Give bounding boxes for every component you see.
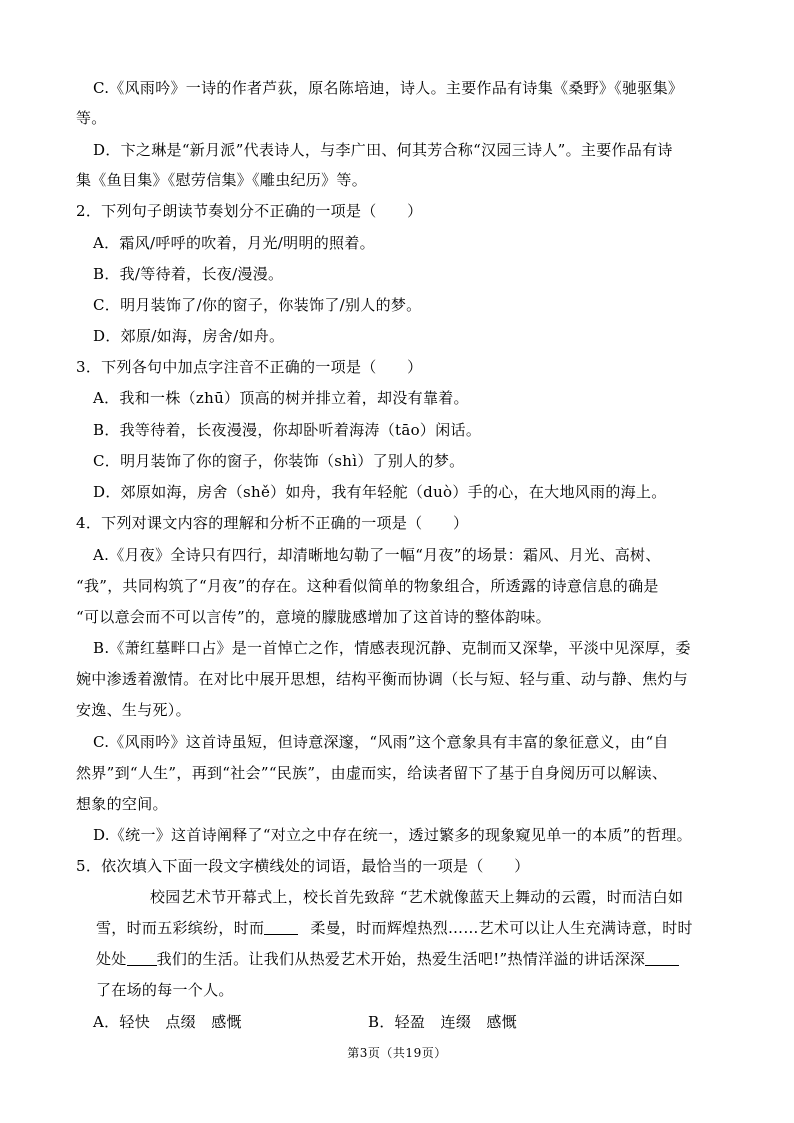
q5-option-b: B．轻盈 连缀 感慨	[368, 1013, 518, 1031]
q5-blank-1	[264, 918, 298, 935]
q5-blank-2	[127, 949, 157, 966]
q2-option-d: D．郊原/如海，房舍/如舟。	[93, 327, 285, 345]
q1-option-d-line2: 集《鱼目集》《慰劳信集》《雕虫纪历》等。	[76, 171, 368, 189]
q1-option-c-line2: 等。	[76, 109, 107, 127]
q1-option-c-line1: C.《风雨吟》一诗的作者芦荻，原名陈培迪，诗人。主要作品有诗集《桑野》《驰驱集》	[93, 79, 684, 97]
q4-option-b-line3: 安逸、生与死）。	[76, 701, 191, 719]
q5-option-a: A．轻快 点缀 感慨	[93, 1013, 242, 1031]
q3-option-b: B．我等待着，长夜漫漫，你却卧听着海涛（tāo）闲话。	[93, 421, 482, 439]
q5-passage-line3	[96, 949, 679, 969]
q5-passage-line2-b: 柔曼，时而辉煌热烈……艺术可以让人生充满诗意，时时	[310, 919, 693, 937]
q5-blank-3	[645, 949, 679, 966]
q5-passage-line3-a: 处处	[96, 950, 127, 968]
q5-stem: 5．依次填入下面一段文字横线处的词语，最恰当的一项是（ ）	[76, 857, 530, 875]
q4-option-a-line3: “可以意会而不可以言传”的，意境的朦胧感增加了这首诗的整体韵味。	[76, 608, 551, 626]
page-footer: 第3页（共19页）	[347, 1046, 447, 1060]
q1-option-d-line1: D．卞之琳是“新月派”代表诗人，与李广田、何其芳合称“汉园三诗人”。主要作品有诗	[93, 141, 673, 159]
q3-option-a: A．我和一株（zhū）顶高的树并排立着，却没有靠着。	[93, 389, 469, 407]
q5-passage-line2	[96, 918, 693, 938]
q4-option-b-line2: 婉中渗透着激情。在对比中展开思想，结构平衡而协调（长与短、轻与重、动与静、焦灼与	[76, 670, 689, 688]
q3-stem: 3．下列各句中加点字注音不正确的一项是（ ）	[76, 358, 423, 376]
q4-option-c-line1: C.《风雨吟》这首诗虽短，但诗意深邃，“风雨”这个意象具有丰富的象征意义，由“自	[93, 733, 669, 751]
q5-passage-line1: 校园艺术节开幕式上，校长首先致辞 “艺术就像蓝天上舞动的云霞，时而洁白如	[150, 888, 684, 906]
q5-passage-line4: 了在场的每一个人。	[96, 981, 234, 999]
q3-option-d: D．郊原如海，房舍（shě）如舟，我有年轻舵（duò）手的心，在大地风雨的海上。	[93, 483, 667, 501]
q4-option-b-line1: B.《萧红墓畔口占》是一首悼亡之作，情感表现沉静、克制而又深挚，平淡中见深厚，委	[93, 639, 691, 657]
q4-option-a-line1: A.《月夜》全诗只有四行，却清晰地勾勒了一幅“月夜”的场景：霜风、月光、高树、	[93, 546, 661, 564]
q4-option-c-line2: 然界”到“人生”，再到“社会”“民族”，由虚而实，给读者留下了基于自身阅历可以解读、	[76, 764, 668, 782]
q2-stem: 2．下列句子朗读节奏划分不正确的一项是（ ）	[76, 202, 423, 220]
q5-passage-line3-b: 我们的生活。让我们从热爱艺术开始，热爱生活吧!”热情洋溢的讲话深深	[156, 950, 646, 968]
q5-passage-line2-a: 雪，时而五彩缤纷，时而	[96, 919, 265, 937]
q2-option-b: B．我/等待着，长夜/漫漫。	[93, 265, 284, 283]
q4-stem: 4．下列对课文内容的理解和分析不正确的一项是（ ）	[76, 514, 469, 532]
q4-option-d: D.《统一》这首诗阐释了“对立之中存在统一，透过繁多的现象窥见单一的本质”的哲理。	[93, 826, 692, 844]
q2-option-a: A．霜风/呼呼的吹着，月光/明明的照着。	[93, 234, 375, 252]
q4-option-c-line3: 想象的空间。	[76, 795, 168, 813]
q4-option-a-line2: “我”，共同构筑了“月夜”的存在。这种看似简单的物象组合，所透露的诗意信息的确是	[76, 577, 659, 595]
q3-option-c: C．明月装饰了你的窗子，你装饰（shì）了别人的梦。	[93, 452, 465, 470]
q2-option-c: C．明月装饰了/你的窗子，你装饰了/别人的梦。	[93, 296, 422, 314]
